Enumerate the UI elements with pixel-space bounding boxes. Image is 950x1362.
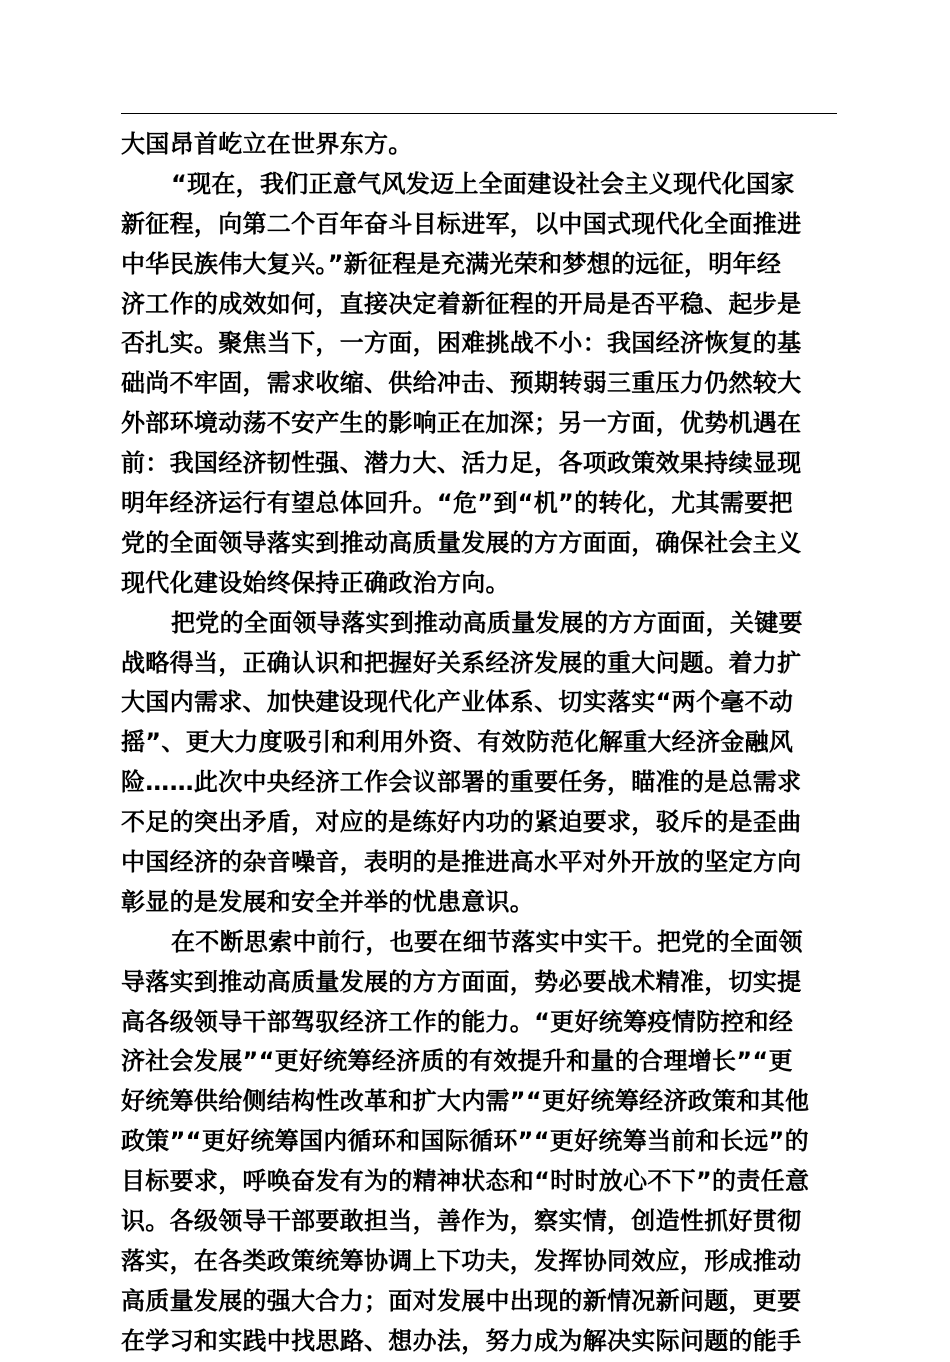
text-line: 础尚不牢固，需求收缩、供给冲击、预期转弱三重压力仍然较大 (121, 369, 802, 398)
text-line: 现代化建设始终保持正确政治方向。 (121, 568, 510, 597)
text-line: 新征程，向第二个百年奋斗目标进军，以中国式现代化全面推进 (121, 209, 802, 238)
text-line: 险……此次中央经济工作会议部署的重要任务，瞄准的是总需求 (121, 768, 802, 797)
text-line: 高质量发展的强大合力；面对发展中出现的新情况新问题，更要 (121, 1286, 802, 1315)
text-line: 济工作的成效如何，直接决定着新征程的开局是否平稳、起步是 (121, 289, 802, 318)
text-line: 中国经济的杂音噪音，表明的是推进高水平对外开放的坚定方向 (121, 848, 802, 877)
text-line: 目标要求，呼唤奋发有为的精神状态和“时时放心不下”的责任意 (121, 1167, 810, 1196)
text-line: 前：我国经济韧性强、潜力大、活力足，各项政策效果持续显现 (121, 449, 802, 478)
text-line: 摇”、更大力度吸引和利用外资、有效防范化解重大经济金融风 (121, 728, 794, 757)
text-line: 不足的突出矛盾，对应的是练好内功的紧迫要求，驳斥的是歪曲 (121, 808, 802, 837)
text-line: 大国内需求、加快建设现代化产业体系、切实落实“两个毫不动 (121, 688, 794, 717)
text-line: 大国昂首屹立在世界东方。 (121, 130, 413, 158)
article-body (121, 125, 837, 1362)
text-line: 在不断思索中前行，也要在细节落实中实干。把党的全面领 (171, 927, 803, 956)
text-line: 中华民族伟大复兴。”新征程是充满光荣和梦想的远征，明年经 (121, 249, 782, 278)
text-line: 战略得当，正确认识和把握好关系经济发展的重大问题。着力扩 (121, 648, 802, 677)
header-rule (121, 113, 837, 114)
text-line: 导落实到推动高质量发展的方方面面，势必要战术精准，切实提 (121, 967, 802, 996)
text-line: 否扎实。聚焦当下，一方面，困难挑战不小：我国经济恢复的基 (121, 329, 802, 358)
text-line: 明年经济运行有望总体回升。“危”到“机”的转化，尤其需要把 (121, 489, 793, 518)
text-line: 彰显的是发展和安全并举的忧患意识。 (121, 887, 535, 916)
text-line: 落实，在各类政策统筹协调上下功夫，发挥协同效应，形成推动 (121, 1246, 802, 1275)
text-line: 识。各级领导干部要敢担当，善作为，察实情，创造性抓好贯彻 (121, 1207, 802, 1236)
text-line: “现在，我们正意气风发迈上全面建设社会主义现代化国家 (171, 169, 795, 198)
text-line: 把党的全面领导落实到推动高质量发展的方方面面，关键要 (171, 608, 803, 637)
text-line: 党的全面领导落实到推动高质量发展的方方面面，确保社会主义 (121, 528, 802, 557)
text-line: 高各级领导干部驾驭经济工作的能力。“更好统筹疫情防控和经 (121, 1007, 794, 1036)
text-line: 好统筹供给侧结构性改革和扩大内需”“更好统筹经济政策和其他 (121, 1087, 810, 1116)
text-line: 在学习和实践中找思路、想办法，努力成为解决实际问题的能手 (121, 1326, 802, 1355)
text-line: 济社会发展”“更好统筹经济质的有效提升和量的合理增长”“更 (121, 1047, 793, 1076)
text-line: 政策”“更好统筹国内循环和国际循环”“更好统筹当前和长远”的 (121, 1127, 809, 1156)
text-line: 外部环境动荡不安产生的影响正在加深；另一方面，优势机遇在 (121, 409, 802, 438)
